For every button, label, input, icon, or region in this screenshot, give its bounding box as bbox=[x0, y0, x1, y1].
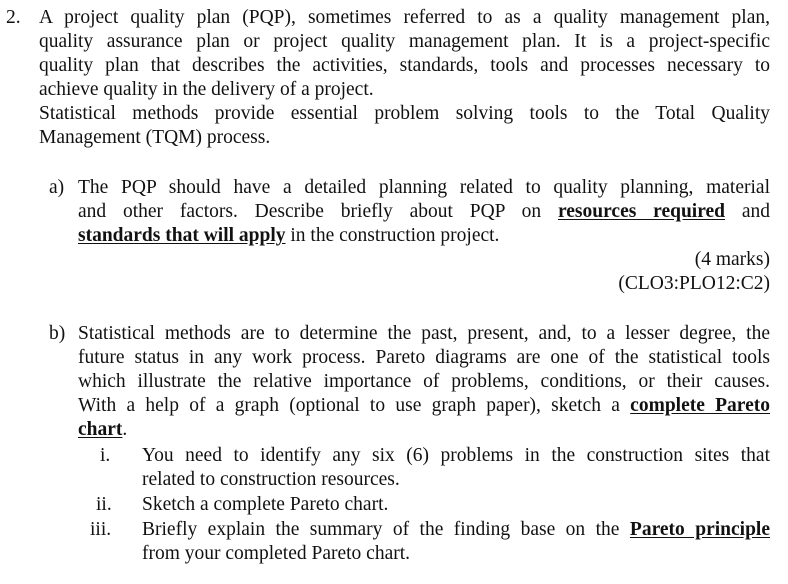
intro-paragraph-1 bbox=[39, 6, 770, 102]
item-line: You need to identify any six (6) problems in the construction sites that bbox=[142, 445, 770, 466]
part-b-line: With a help of a graph (optional to use graph paper), sketch a complete Pareto bbox=[78, 395, 771, 416]
part-a-line: The PQP should have a detailed planning related to quality planning, material bbox=[78, 177, 770, 198]
marks-label: (4 marks) bbox=[694, 249, 770, 270]
item-line: Briefly explain the summary of the finding base on the Pareto principle bbox=[142, 519, 770, 540]
intro-line: Statistical methods provide essential problem solving tools to the Total Quality bbox=[39, 103, 770, 124]
item-ii-text bbox=[142, 493, 770, 517]
chart-emphasis: chart bbox=[78, 419, 123, 440]
part-a-label: a) bbox=[49, 177, 65, 198]
item-iii-number: iii. bbox=[90, 519, 112, 540]
clo-label: (CLO3:PLO12:C2) bbox=[618, 273, 770, 294]
item-line: from your completed Pareto chart. bbox=[142, 543, 411, 564]
pareto-principle-emphasis: Pareto principle bbox=[629, 519, 770, 540]
part-b-text bbox=[78, 322, 770, 442]
intro-paragraph-2 bbox=[39, 102, 770, 150]
part-b-line: future status in any work process. Pareto diagrams are one of the statistical tools bbox=[78, 347, 770, 368]
item-line: Sketch a complete Pareto chart. bbox=[142, 494, 389, 515]
complete-pareto-emphasis: complete Pareto bbox=[630, 395, 771, 416]
item-i-number: i. bbox=[100, 445, 111, 466]
question-number: 2. bbox=[6, 7, 21, 28]
part-b-line: Statistical methods are to determine the past, present, and, to a lesser degree, the bbox=[78, 323, 770, 344]
part-a-line: standards that will apply in the construction project. bbox=[78, 225, 500, 246]
intro-line: quality plan that describes the activities, standards, tools and processes necessary to bbox=[39, 55, 770, 76]
intro-line: A project quality plan (PQP), sometimes referred to as a quality management plan, bbox=[39, 7, 770, 28]
resources-required-emphasis: resources required bbox=[557, 201, 726, 222]
part-a-line: and other factors. Describe briefly about PQP on resources required and bbox=[78, 201, 771, 222]
item-i-text bbox=[142, 444, 770, 492]
standards-emphasis: standards that will apply bbox=[78, 225, 286, 246]
part-a-text bbox=[78, 176, 770, 296]
part-b-label: b) bbox=[49, 323, 66, 344]
intro-line: quality assurance plan or project quality management plan. It is a project-specific bbox=[39, 31, 770, 52]
intro-line: achieve quality in the delivery of a project. bbox=[39, 79, 374, 100]
item-ii-number: ii. bbox=[96, 494, 112, 515]
intro-line: Management (TQM) process. bbox=[39, 127, 271, 148]
part-b-line: chart. bbox=[78, 419, 128, 440]
item-line: related to construction resources. bbox=[142, 469, 400, 490]
part-b-line: which illustrate the relative importance of problems, conditions, or their causes. bbox=[78, 371, 770, 392]
item-iii-text bbox=[142, 518, 770, 566]
